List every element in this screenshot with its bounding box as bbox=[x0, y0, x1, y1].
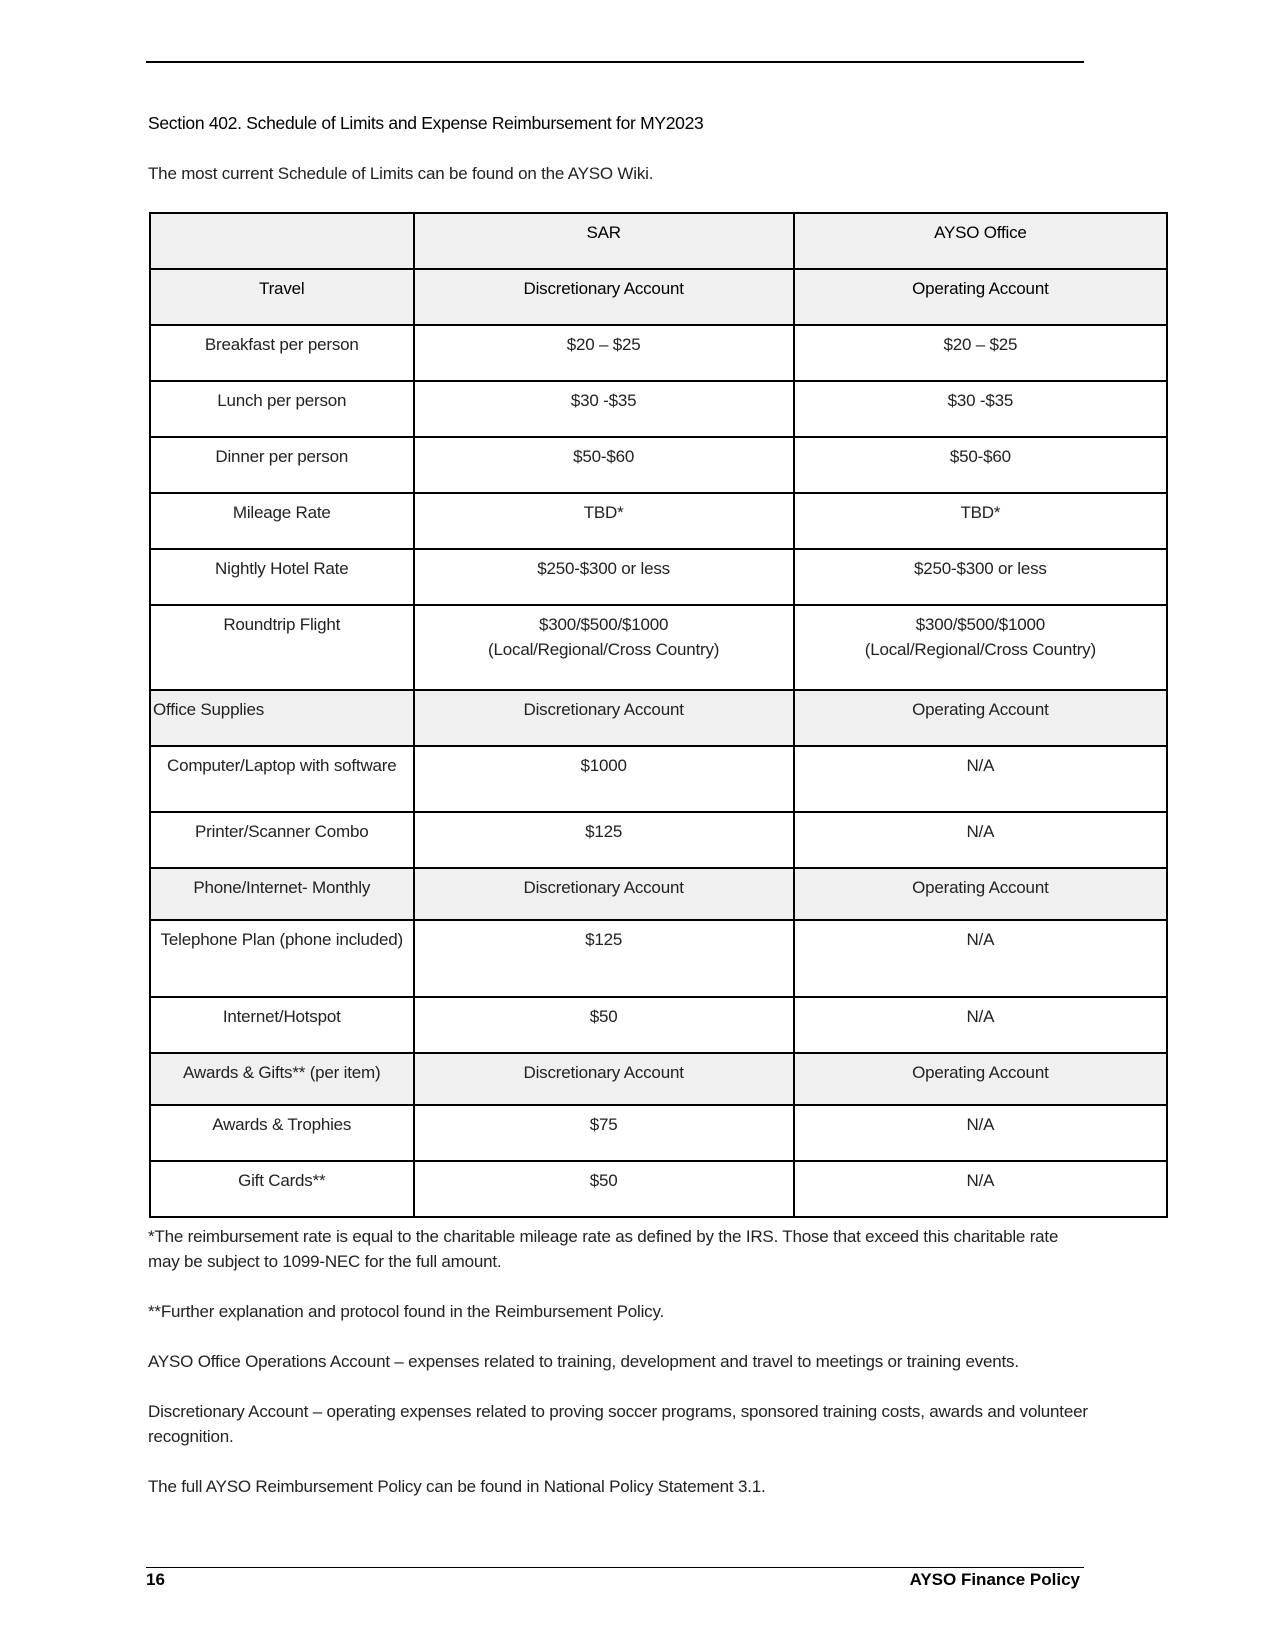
policy-reference: The full AYSO Reimbursement Policy can be found in National Policy Statement 3.1. bbox=[148, 1477, 766, 1496]
office-value: N/A bbox=[794, 746, 1167, 812]
office-value: $20 – $25 bbox=[794, 325, 1167, 381]
table-row bbox=[150, 746, 1167, 812]
category-office-account: Operating Account bbox=[794, 1053, 1167, 1105]
office-value: $50-$60 bbox=[794, 437, 1167, 493]
category-row-office-supplies bbox=[150, 690, 1167, 746]
row-label: Breakfast per person bbox=[150, 325, 414, 381]
row-label: Awards & Trophies bbox=[150, 1105, 414, 1161]
page-number: 16 bbox=[146, 1570, 165, 1589]
header-cell bbox=[150, 213, 414, 269]
category-label: Awards & Gifts** (per item) bbox=[150, 1053, 414, 1105]
office-value: N/A bbox=[794, 1161, 1167, 1217]
flight-amounts: $300/$500/$1000 bbox=[538, 615, 669, 634]
category-label: Phone/Internet- Monthly bbox=[150, 868, 414, 920]
header-rule bbox=[146, 61, 1084, 63]
sar-value bbox=[414, 605, 794, 690]
table-row bbox=[150, 812, 1167, 868]
office-value: N/A bbox=[794, 997, 1167, 1053]
category-row-awards-gifts bbox=[150, 1053, 1167, 1105]
category-sar-account: Discretionary Account bbox=[414, 868, 794, 920]
header-cell-operating: Operating Account bbox=[794, 269, 1167, 325]
office-value bbox=[794, 605, 1167, 690]
row-label: Dinner per person bbox=[150, 437, 414, 493]
sar-value: $125 bbox=[414, 920, 794, 997]
table-header-row bbox=[150, 213, 1167, 269]
row-label: Roundtrip Flight bbox=[150, 605, 414, 690]
definition-operations-account: AYSO Office Operations Account – expenses related to training, development and travel to meetings or training events. bbox=[148, 1352, 1019, 1371]
category-office-account: Operating Account bbox=[794, 690, 1167, 746]
sar-value: $20 – $25 bbox=[414, 325, 794, 381]
table-row bbox=[150, 493, 1167, 549]
footer-rule bbox=[146, 1567, 1084, 1568]
table-row bbox=[150, 997, 1167, 1053]
footnotes bbox=[148, 1224, 1088, 1524]
row-label: Telephone Plan (phone included) bbox=[150, 920, 414, 997]
category-sar-account: Discretionary Account bbox=[414, 1053, 794, 1105]
table-row bbox=[150, 549, 1167, 605]
sar-value: $250-$300 or less bbox=[414, 549, 794, 605]
header-cell-ayso-office: AYSO Office bbox=[794, 213, 1167, 269]
intro-text: The most current Schedule of Limits can be found on the AYSO Wiki. bbox=[148, 164, 654, 183]
office-value: N/A bbox=[794, 1105, 1167, 1161]
table-row bbox=[150, 920, 1167, 997]
sar-value: $75 bbox=[414, 1105, 794, 1161]
category-sar-account: Discretionary Account bbox=[414, 690, 794, 746]
row-label: Gift Cards** bbox=[150, 1161, 414, 1217]
schedule-of-limits-table bbox=[149, 212, 1168, 1218]
flight-categories: (Local/Regional/Cross Country) bbox=[864, 640, 1096, 659]
document-title: AYSO Finance Policy bbox=[909, 1570, 1080, 1589]
sar-value: TBD* bbox=[414, 493, 794, 549]
sar-value: $1000 bbox=[414, 746, 794, 812]
row-label: Nightly Hotel Rate bbox=[150, 549, 414, 605]
sar-value: $50-$60 bbox=[414, 437, 794, 493]
header-cell-travel: Travel bbox=[150, 269, 414, 325]
category-label: Office Supplies bbox=[150, 690, 414, 746]
office-value: N/A bbox=[794, 812, 1167, 868]
row-label: Internet/Hotspot bbox=[150, 997, 414, 1053]
office-value: $30 -$35 bbox=[794, 381, 1167, 437]
sar-value: $125 bbox=[414, 812, 794, 868]
flight-categories: (Local/Regional/Cross Country) bbox=[488, 640, 720, 659]
table-subheader-row bbox=[150, 269, 1167, 325]
table-row bbox=[150, 1161, 1167, 1217]
office-value: N/A bbox=[794, 920, 1167, 997]
row-label: Mileage Rate bbox=[150, 493, 414, 549]
row-label: Printer/Scanner Combo bbox=[150, 812, 414, 868]
table-row-flight bbox=[150, 605, 1167, 690]
category-row-phone-internet bbox=[150, 868, 1167, 920]
row-label: Lunch per person bbox=[150, 381, 414, 437]
category-office-account: Operating Account bbox=[794, 868, 1167, 920]
sar-value: $30 -$35 bbox=[414, 381, 794, 437]
flight-amounts: $300/$500/$1000 bbox=[915, 615, 1046, 634]
table-row bbox=[150, 381, 1167, 437]
office-value: TBD* bbox=[794, 493, 1167, 549]
footnote-reimbursement-policy: **Further explanation and protocol found in the Reimbursement Policy. bbox=[148, 1302, 665, 1321]
footnote-mileage: *The reimbursement rate is equal to the charitable mileage rate as defined by the IRS. Those that exceed this charitable rate may be subject to 1099-NEC for the full amount. bbox=[148, 1227, 1059, 1271]
sar-value: $50 bbox=[414, 1161, 794, 1217]
table-row bbox=[150, 1105, 1167, 1161]
header-cell-discretionary: Discretionary Account bbox=[414, 269, 794, 325]
section-title: Section 402. Schedule of Limits and Expense Reimbursement for MY2023 bbox=[148, 113, 704, 133]
table-row bbox=[150, 325, 1167, 381]
header-cell-sar: SAR bbox=[414, 213, 794, 269]
definition-discretionary-account: Discretionary Account – operating expenses related to proving soccer programs, sponsored training costs, awards and volunteer recognition. bbox=[148, 1402, 1088, 1446]
sar-value: $50 bbox=[414, 997, 794, 1053]
row-label: Computer/Laptop with software bbox=[150, 746, 414, 812]
table-row bbox=[150, 437, 1167, 493]
office-value: $250-$300 or less bbox=[794, 549, 1167, 605]
